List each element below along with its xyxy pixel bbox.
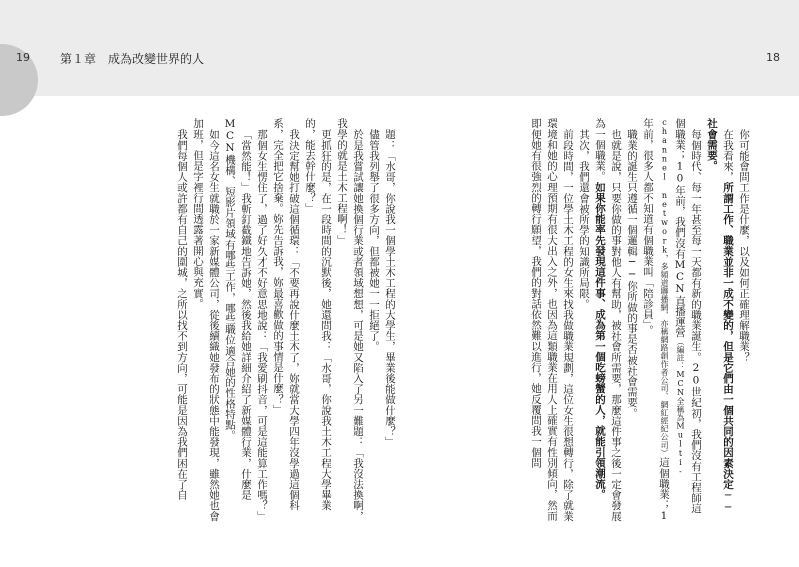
paragraph: 於是我嘗試讓她換個行業或者領域想想，可是她又陷入了另一難題：「我沒法換啊，我學的就是土木工程啊！」 bbox=[336, 118, 364, 521]
paragraph bbox=[704, 118, 736, 523]
paragraph: 「當然能！」我斬釘截鐵地告訴她，然後我給她詳細介紹了新媒體行業，什麼是MCN機構、短影片領域有哪些工作，哪些職位適合她的性格特點。 bbox=[224, 118, 252, 500]
text-run: 也就是說，只要你做的事對他人有幫助，被社會所需要，那麼這件事之後一定會發展為一個職業。 bbox=[594, 118, 622, 521]
page-number-right: 18 bbox=[766, 51, 780, 64]
left-page-body bbox=[52, 118, 398, 523]
paragraph: 前段時間，一位學土木工程的女生來找我做職業規劃，這位女生很想轉行，除了就業環境和她的心理預期有很大出入之外，也因為這類職業在用人上確實有性別傾向，然而即便她有很強烈的轉行願望，我們的對話依然難以進行，她反覆問我一個問 bbox=[530, 118, 574, 521]
page-number-left: 19 bbox=[16, 51, 30, 64]
paragraph: 更抓狂的是，在一段時間的沉默後，她還問我：「水哥，你說我土木工程大學畢業的，能去幹什麼？」 bbox=[304, 118, 332, 511]
text-run: 在我看來， bbox=[722, 128, 734, 182]
text-run: 每個時代、每一年甚至每一天都有新的職業誕生。20世紀初，我們沒有工程師這個職業；10年前，我們沒有MCN直播運營 bbox=[674, 118, 702, 514]
paragraph: 我們每個人或許都有自己的圍城，之所以找不到方向，可能是因為我們困在了自 bbox=[176, 128, 188, 500]
paragraph: 如今這名女生就職於一家新媒體公司，從後續織她發布的狀態中能發現，雖然她也會加班，但是字裡行間透露著開心與充實。 bbox=[192, 118, 220, 521]
bold-text: 如果你能率先發現這件事、成為第一個吃螃蟹的人，就能引領潮流。 bbox=[594, 181, 606, 500]
paragraph: 題：「水哥，你說我一個學土木工程的大學生，畢業後能做什麼？」 bbox=[384, 128, 396, 447]
paragraph bbox=[592, 118, 624, 523]
paragraph: 我決定幫她打破這個循環：「不要再說什麼土木了，妳就當大學四年沒學過這個科系，完全把它捨棄。妳先告訴我，妳最喜歡做的事情是什麼？」 bbox=[272, 118, 300, 511]
paragraph: 其次，我們還會被所學的知識所局限。 bbox=[578, 128, 590, 309]
chapter-running-head: 第１章 成為改變世界的人 bbox=[60, 52, 205, 66]
header-band bbox=[0, 0, 799, 96]
bold-text: 所謂工作、職業並非一成不變的，但是它們由一個共同的因素決定──社會需要。 bbox=[706, 118, 734, 514]
paragraph: 那個女生愣住了，過了好久才不好意思地說：「我愛刷抖音，可是這能算工作嗎？」 bbox=[256, 128, 268, 521]
right-page-body bbox=[416, 118, 752, 523]
editor-note: （編註：MCN全稱為Multi-channel network，多頻道聯播網，亦稱網路創作者公司、網紅經紀公司） bbox=[660, 118, 685, 477]
right-page bbox=[416, 118, 752, 523]
paragraph bbox=[640, 118, 704, 523]
paragraph: 儘管我列舉了很多方向，但都被她一一拒絕了。 bbox=[368, 128, 380, 352]
left-page bbox=[52, 118, 398, 523]
text-run: 這個職業；1年前，很多人都不知道有個職業叫「陪診員」。 bbox=[642, 118, 670, 523]
paragraph: 職業的誕生只遵循一個邏輯──你所做的事是否被社會需要。 bbox=[626, 128, 638, 418]
paragraph: 你可能會問工作是什麼，以及如何正確理解職業？ bbox=[738, 128, 750, 362]
